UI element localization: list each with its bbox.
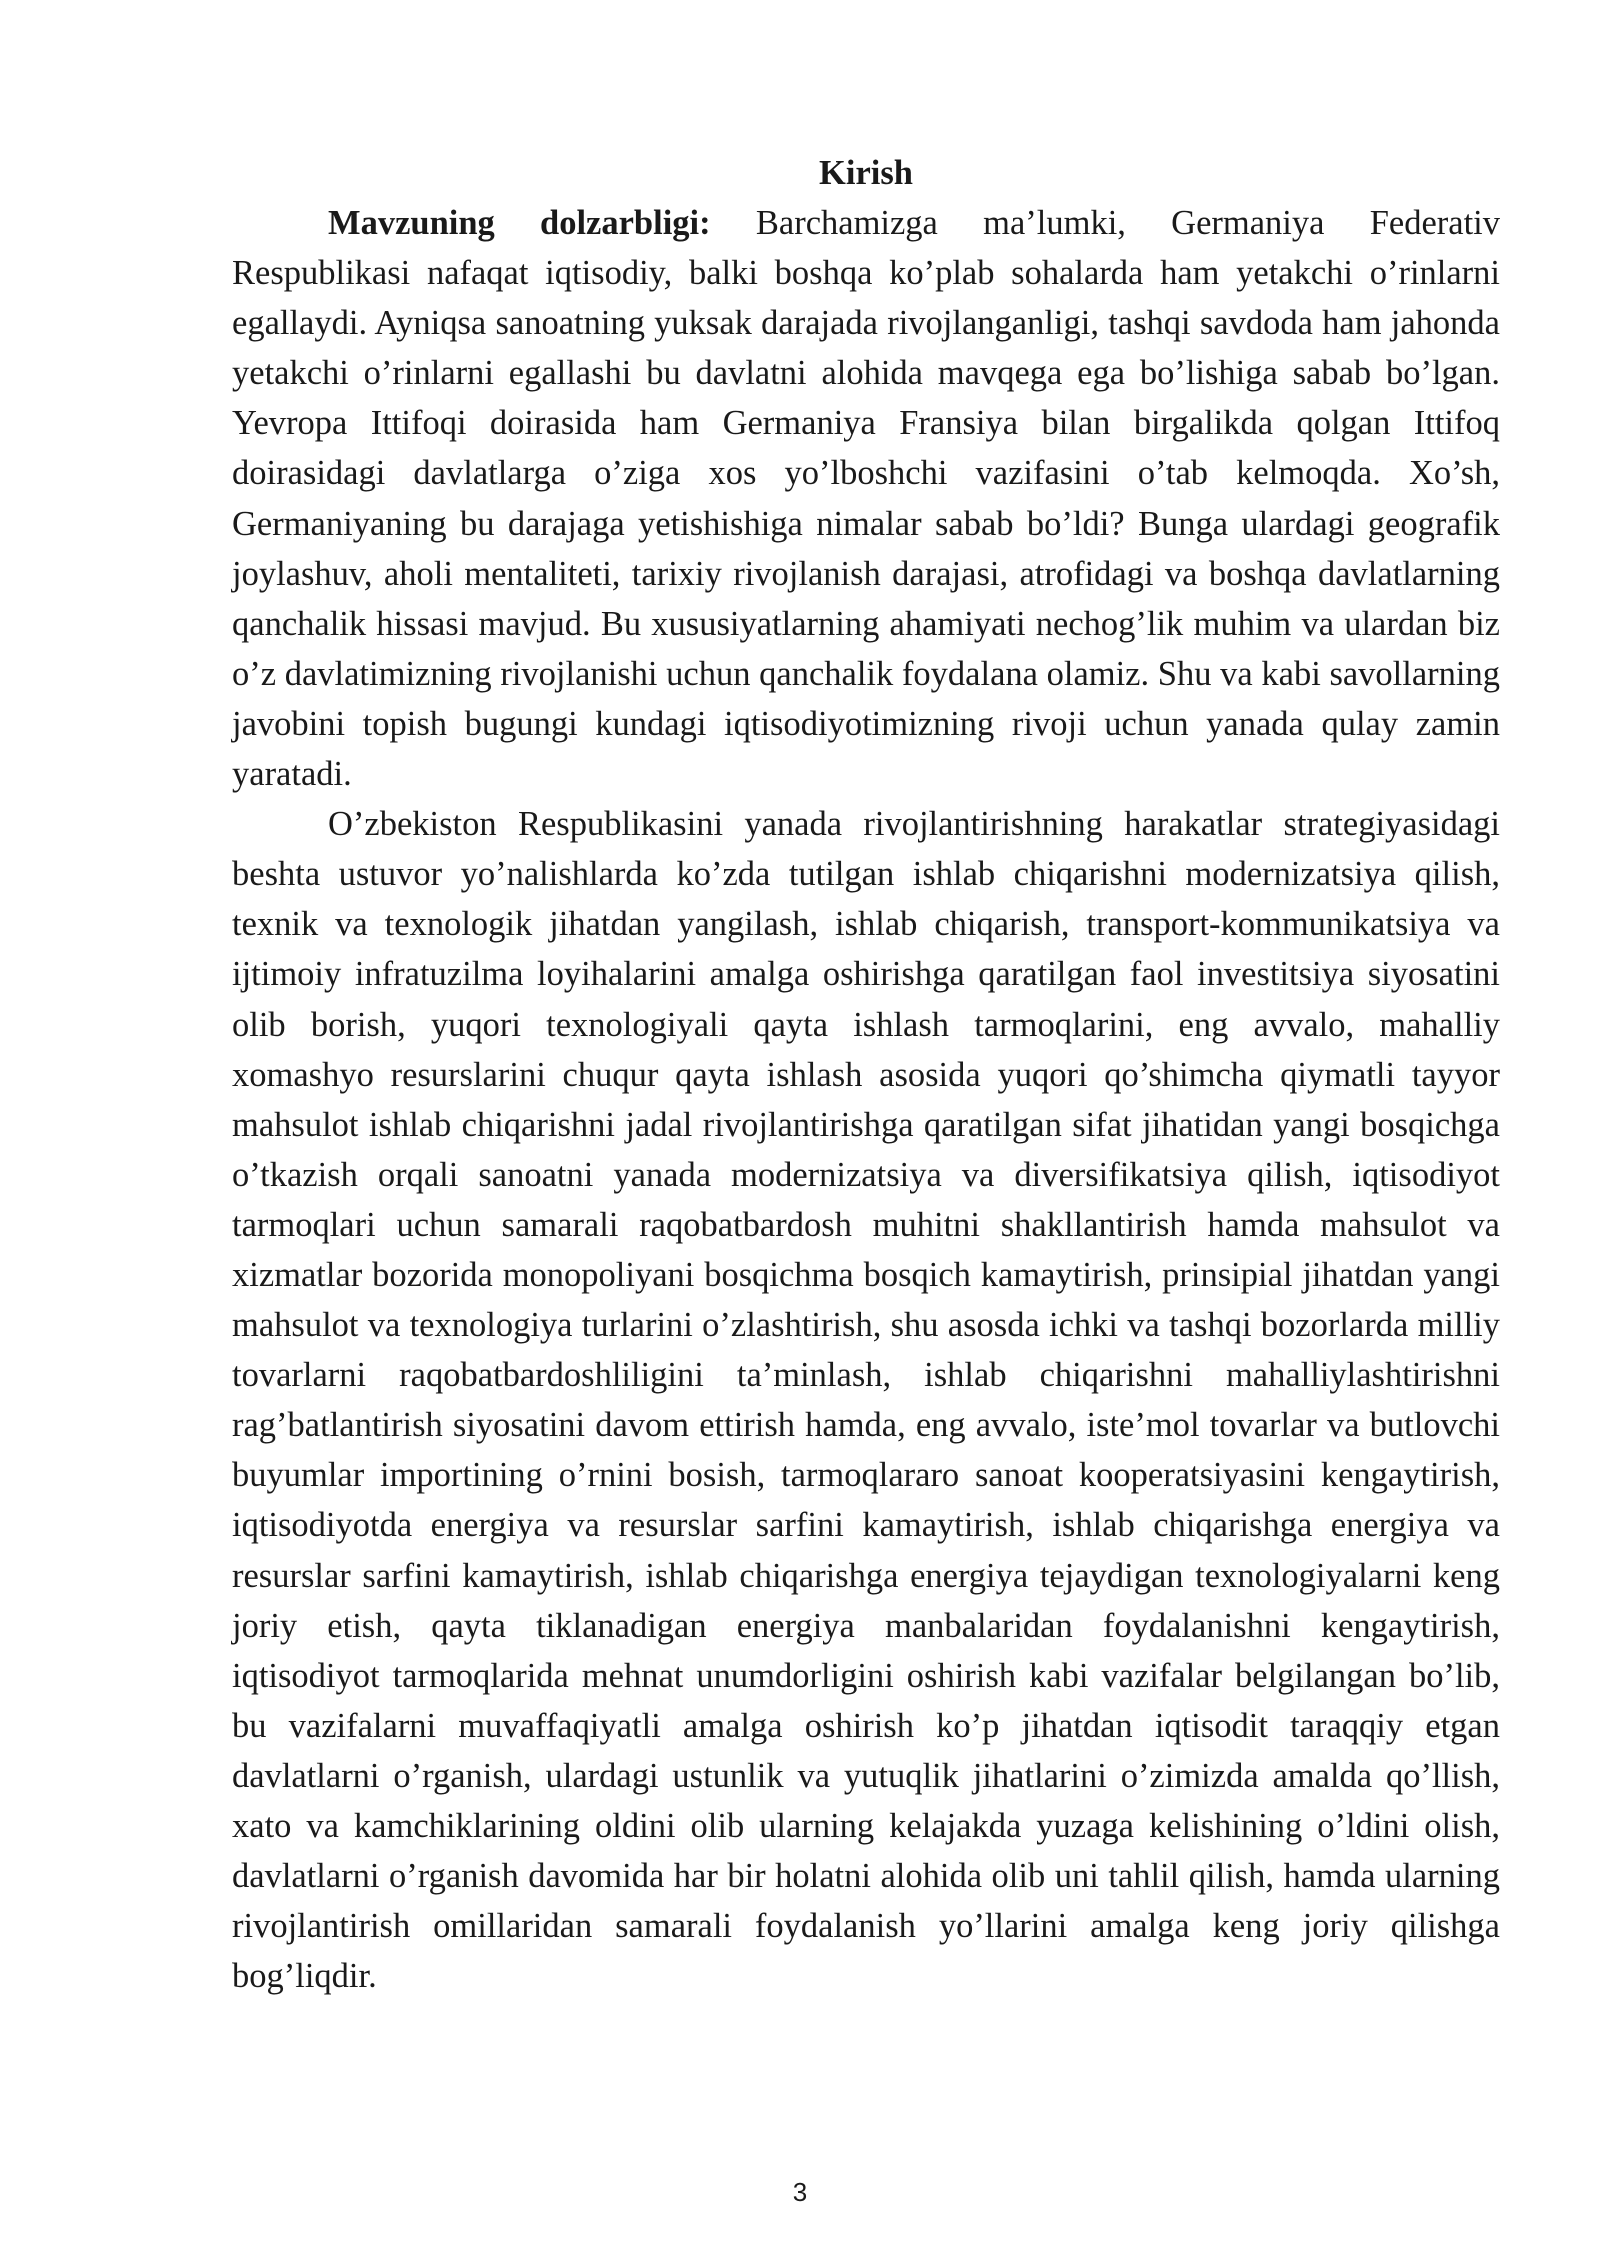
page-number: 3 (792, 2177, 808, 2207)
paragraph-text: O’zbekiston Respublikasini yanada rivojlantirishning harakatlar strategiyasidagi beshta ustuvor yo’nalishlarda ko’zda tutilgan ishlab chiqarishni modernizatsiya qilish, texnik va texnologik jihatdan yangilash, ishlab chiqarish, transport-kommunikatsiya va ijtimoiy infratuzilma loyihalarini amalga oshirishga qaratilgan faol investitsiya siyosatini olib borish, yuqori texnologiyali qayta ishlash tarmoqlarini, eng avvalo, mahalliy xomashyo resurslarini chuqur qayta ishlash asosida yuqori qo’shimcha qiymatli tayyor mahsulot ishlab chiqarishni jadal rivojlantirishga qaratilgan sifat jihatidan yangi bosqichga o’tkazish orqali sanoatni yanada modernizatsiya va diversifikatsiya qilish, iqtisodiyot tarmoqlari uchun samarali raqobatbardosh muhitni shakllantirish hamda mahsulot va xizmatlar bozorida monopoliyani bosqichma bosqich kamaytirish, prinsipial jihatdan yangi mahsulot va texnologiya turlarini o’zlashtirish, shu asosda ichki va tashqi bozorlarda milliy tovarlarni raqobatbardoshliligini ta’minlash, ishlab chiqarishni mahalliylashtirishni rag’batlantirish siyosatini davom ettirish hamda, eng avvalo, iste’mol tovarlar va butlovchi buyumlar importining o’rnini bosish, tarmoqlararo sanoat kooperatsiyasini kengaytirish, iqtisodiyotda energiya va resurslar sarfini kamaytirish, ishlab chiqarishga energiya va resurslar sarfini kamaytirish, ishlab chiqarishga energiya tejaydigan texnologiyalarni keng joriy etish, qayta tiklanadigan energiya manbalaridan foydalanishni kengaytirish, iqtisodiyot tarmoqlarida mehnat unumdorligini oshirish kabi vazifalar belgilangan bo’lib, bu vazifalarni muvaffaqiyatli amalga oshirish ko’p jihatdan iqtisodit taraqqiy etgan davlatlarni o’rganish, ulardagi ustunlik va yutuqlik jihatlarini o’zimizda amalda qo’llish, xato va kamchiklarining oldini olib ularning kelajakda yuzaga kelishining o’ldini olish, davlatlarni o’rganish davomida har bir holatni alohida olib uni tahlil qilish, hamda ularning rivojlantirish omillaridan samarali foydalanish yo’llarini amalga keng joriy qilishga bog’liqdir. (232, 805, 1500, 1996)
paragraph-lead: Mavzuning dolzarbligi: (328, 204, 711, 242)
section-title: Kirish (819, 154, 913, 192)
page-content (232, 148, 1500, 2001)
paragraph-strategy (232, 799, 1500, 2001)
paragraph-text: Barchamizga ma’lumki, Germaniya Federativ Respublikasi nafaqat iqtisodiy, balki boshqa ko’plab sohalarda ham yetakchi o’rinlarni egallaydi. Ayniqsa sanoatning yuksak darajada rivojlanganligi, tashqi savdoda ham jahonda yetakchi o’rinlarni egallashi bu davlatni alohida mavqega ega bo’lishiga sabab bo’lgan. Yevropa Ittifoqi doirasida ham Germaniya Fransiya bilan birgalikda qolgan Ittifoq doirasidagi davlatlarga o’ziga xos yo’lboshchi vazifasini o’tab kelmoqda. Xo’sh, Germaniyaning bu darajaga yetishishiga nimalar sabab bo’ldi? Bunga ulardagi geografik joylashuv, aholi mentaliteti, tarixiy rivojlanish darajasi, atrofidagi va boshqa davlatlarning qanchalik hissasi mavjud. Bu xususiyatlarning ahamiyati nechog’lik muhim va ulardan biz o’z davlatimizning rivojlanishi uchun qanchalik foydalana olamiz. Shu va kabi savollarning javobini topish bugungi kundagi iqtisodiyotimizning rivoji uchun yanada qulay zamin yaratadi. (232, 204, 1500, 794)
paragraph-relevance (232, 198, 1500, 799)
